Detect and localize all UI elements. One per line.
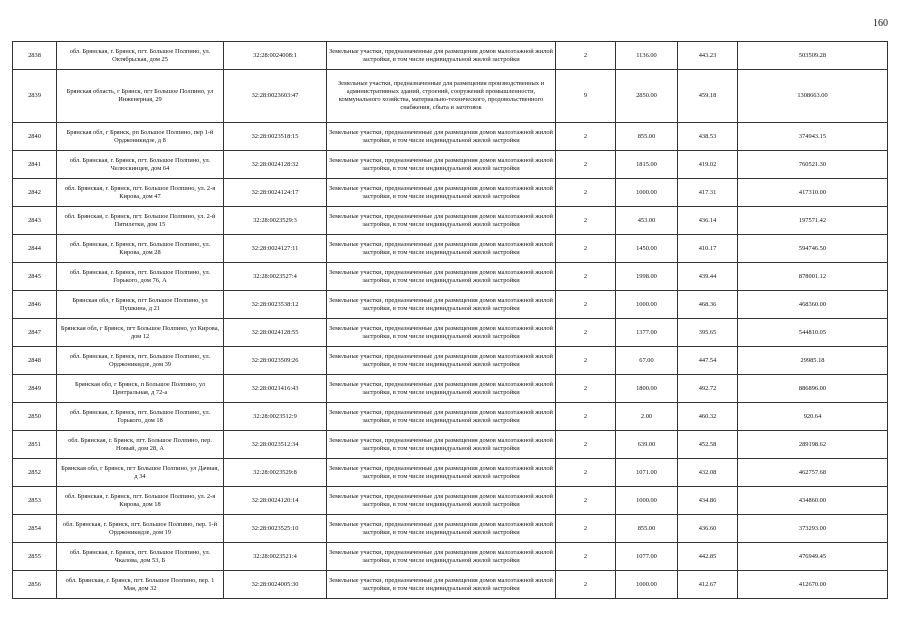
row-number-cell: 2843 [13, 207, 57, 235]
address-cell: Брянская обл, г Брянск, пгт Большое Полпино, ул Дачная, д 34 [57, 459, 224, 487]
area-cell: 1077.00 [616, 543, 678, 571]
cadastral-number-cell: 32:28:0021416:43 [224, 375, 327, 403]
address-cell: Брянская обл, г Брянск, пгт Большое Полпино, ул Кирова, дом 12 [57, 319, 224, 347]
table-row [13, 403, 888, 431]
address-cell: обл. Брянская, г. Брянск, пгт. Большое Полпино, ул. Горького, дом 18 [57, 403, 224, 431]
use-group-cell: 2 [556, 403, 616, 431]
permitted-use-cell: Земельные участки, предназначенные для размещения домов малоэтажной жилой застройки, в том числе индивидуальной жилой застройки [327, 403, 556, 431]
address-cell: обл. Брянская, г. Брянск, пгт. Большое Полпино, ул. 2-я Кирова, дом 47 [57, 179, 224, 207]
specific-value-cell: 432.08 [678, 459, 738, 487]
permitted-use-cell: Земельные участки, предназначенные для размещения домов малоэтажной жилой застройки, в том числе индивидуальной жилой застройки [327, 151, 556, 179]
use-group-cell: 2 [556, 515, 616, 543]
area-cell: 1815.00 [616, 151, 678, 179]
permitted-use-cell: Земельные участки, предназначенные для размещения домов малоэтажной жилой застройки, в том числе индивидуальной жилой застройки [327, 123, 556, 151]
cadastral-number-cell: 32:28:0023529:3 [224, 207, 327, 235]
table-row [13, 487, 888, 515]
table-row [13, 179, 888, 207]
cadastral-value-cell: 594746.50 [738, 235, 888, 263]
use-group-cell: 9 [556, 70, 616, 123]
cadastral-number-cell: 32:28:0023603:47 [224, 70, 327, 123]
cadastral-value-cell: 503509.28 [738, 42, 888, 70]
table-row [13, 123, 888, 151]
cadastral-number-cell: 32:28:0024127:11 [224, 235, 327, 263]
row-number-cell: 2856 [13, 571, 57, 599]
cadastral-value-cell: 760521.30 [738, 151, 888, 179]
permitted-use-cell: Земельные участки, предназначенные для размещения домов малоэтажной жилой застройки, в том числе индивидуальной жилой застройки [327, 571, 556, 599]
specific-value-cell: 442.85 [678, 543, 738, 571]
cadastral-value-cell: 289198.62 [738, 431, 888, 459]
use-group-cell: 2 [556, 459, 616, 487]
cadastral-number-cell: 32:28:0024124:17 [224, 179, 327, 207]
cadastral-number-cell: 32:28:0023518:15 [224, 123, 327, 151]
address-cell: Брянская область, г Брянск, пгт Большое Полпино, ул Инженерная, 29 [57, 70, 224, 123]
table-row [13, 459, 888, 487]
row-number-cell: 2855 [13, 543, 57, 571]
row-number-cell: 2854 [13, 515, 57, 543]
row-number-cell: 2846 [13, 291, 57, 319]
use-group-cell: 2 [556, 207, 616, 235]
registry-body [13, 42, 888, 599]
cadastral-value-cell: 434860.00 [738, 487, 888, 515]
area-cell: 639.00 [616, 431, 678, 459]
row-number-cell: 2847 [13, 319, 57, 347]
row-number-cell: 2839 [13, 70, 57, 123]
use-group-cell: 2 [556, 42, 616, 70]
cadastral-number-cell: 32:28:0023529:8 [224, 459, 327, 487]
cadastral-number-cell: 32:28:0023512:9 [224, 403, 327, 431]
specific-value-cell: 434.86 [678, 487, 738, 515]
use-group-cell: 2 [556, 235, 616, 263]
address-cell: обл. Брянская, г. Брянск, пгт. Большое Полпино, ул. Челюскинцев, дом 64 [57, 151, 224, 179]
cadastral-number-cell: 32:28:0023509:26 [224, 347, 327, 375]
specific-value-cell: 468.36 [678, 291, 738, 319]
table-row [13, 319, 888, 347]
page-number: 160 [873, 18, 888, 29]
specific-value-cell: 395.65 [678, 319, 738, 347]
table-row [13, 42, 888, 70]
row-number-cell: 2853 [13, 487, 57, 515]
table-row [13, 151, 888, 179]
address-cell: обл. Брянская, г. Брянск, пгт. Большое Полпино, ул. Горького, дом 76, А [57, 263, 224, 291]
row-number-cell: 2842 [13, 179, 57, 207]
cadastral-number-cell: 32:28:0023525:10 [224, 515, 327, 543]
area-cell: 1000.00 [616, 179, 678, 207]
specific-value-cell: 460.32 [678, 403, 738, 431]
specific-value-cell: 439.44 [678, 263, 738, 291]
address-cell: Брянская обл, г Брянск, пгт Большое Полпино, ул Пушкина, д 21 [57, 291, 224, 319]
specific-value-cell: 459.18 [678, 70, 738, 123]
use-group-cell: 2 [556, 375, 616, 403]
cadastral-value-cell: 417310.00 [738, 179, 888, 207]
area-cell: 1000.00 [616, 571, 678, 599]
table-row [13, 431, 888, 459]
address-cell: обл. Брянская, г. Брянск, пгт. Большое Полпино, ул. 2-й Пятилетки, дом 15 [57, 207, 224, 235]
cadastral-value-cell: 886896.00 [738, 375, 888, 403]
use-group-cell: 2 [556, 151, 616, 179]
table-row [13, 235, 888, 263]
area-cell: 67.00 [616, 347, 678, 375]
table-row [13, 515, 888, 543]
address-cell: Брянская обл, г Брянск, рп Большое Полпино, пер 1-й Орджоникидзе, д 8 [57, 123, 224, 151]
area-cell: 855.00 [616, 515, 678, 543]
specific-value-cell: 419.02 [678, 151, 738, 179]
address-cell: обл. Брянская, г. Брянск, пгт. Большое Полпино, пер. Новый, дом 28, А [57, 431, 224, 459]
table-row [13, 347, 888, 375]
permitted-use-cell: Земельные участки, предназначенные для размещения домов малоэтажной жилой застройки, в том числе индивидуальной жилой застройки [327, 543, 556, 571]
table-row [13, 291, 888, 319]
row-number-cell: 2852 [13, 459, 57, 487]
specific-value-cell: 412.67 [678, 571, 738, 599]
use-group-cell: 2 [556, 431, 616, 459]
cadastral-value-cell: 468360.00 [738, 291, 888, 319]
cadastral-number-cell: 32:28:0024128:32 [224, 151, 327, 179]
cadastral-value-cell: 462757.68 [738, 459, 888, 487]
permitted-use-cell: Земельные участки, предназначенные для размещения домов малоэтажной жилой застройки, в том числе индивидуальной жилой застройки [327, 42, 556, 70]
specific-value-cell: 438.53 [678, 123, 738, 151]
specific-value-cell: 443.23 [678, 42, 738, 70]
area-cell: 2.00 [616, 403, 678, 431]
row-number-cell: 2844 [13, 235, 57, 263]
permitted-use-cell: Земельные участки, предназначенные для размещения домов малоэтажной жилой застройки, в том числе индивидуальной жилой застройки [327, 235, 556, 263]
specific-value-cell: 436.60 [678, 515, 738, 543]
table-row [13, 207, 888, 235]
cadastral-value-cell: 29985.18 [738, 347, 888, 375]
row-number-cell: 2838 [13, 42, 57, 70]
cadastral-number-cell: 32:28:0024120:14 [224, 487, 327, 515]
area-cell: 1377.00 [616, 319, 678, 347]
row-number-cell: 2845 [13, 263, 57, 291]
use-group-cell: 2 [556, 123, 616, 151]
specific-value-cell: 492.72 [678, 375, 738, 403]
use-group-cell: 2 [556, 291, 616, 319]
permitted-use-cell: Земельные участки, предназначенные для размещения домов малоэтажной жилой застройки, в том числе индивидуальной жилой застройки [327, 319, 556, 347]
use-group-cell: 2 [556, 347, 616, 375]
cadastral-value-cell: 1308663.00 [738, 70, 888, 123]
area-cell: 1000.00 [616, 487, 678, 515]
permitted-use-cell: Земельные участки, предназначенные для размещения домов малоэтажной жилой застройки, в том числе индивидуальной жилой застройки [327, 263, 556, 291]
table-row [13, 263, 888, 291]
table-row [13, 543, 888, 571]
specific-value-cell: 436.14 [678, 207, 738, 235]
cadastral-value-cell: 412670.00 [738, 571, 888, 599]
specific-value-cell: 447.54 [678, 347, 738, 375]
use-group-cell: 2 [556, 543, 616, 571]
address-cell: обл. Брянская, г. Брянск, пгт. Большое Полпино, пер. 1 Мая, дом 32 [57, 571, 224, 599]
permitted-use-cell: Земельные участки, предназначенные для размещения домов малоэтажной жилой застройки, в том числе индивидуальной жилой застройки [327, 291, 556, 319]
cadastral-value-cell: 544810.05 [738, 319, 888, 347]
area-cell: 1998.00 [616, 263, 678, 291]
specific-value-cell: 452.58 [678, 431, 738, 459]
address-cell: Брянская обл, г Брянск, п Большое Полпино, ул Центральная, д 72-а [57, 375, 224, 403]
table-row [13, 70, 888, 123]
row-number-cell: 2849 [13, 375, 57, 403]
area-cell: 1800.00 [616, 375, 678, 403]
cadastral-number-cell: 32:28:0024128:55 [224, 319, 327, 347]
row-number-cell: 2851 [13, 431, 57, 459]
row-number-cell: 2841 [13, 151, 57, 179]
address-cell: обл. Брянская, г. Брянск, пгт. Большое Полпино, ул. 2-я Кирова, дом 18 [57, 487, 224, 515]
permitted-use-cell: Земельные участки, предназначенные для размещения домов малоэтажной жилой застройки, в том числе индивидуальной жилой застройки [327, 179, 556, 207]
use-group-cell: 2 [556, 319, 616, 347]
address-cell: обл. Брянская, г. Брянск, пгт. Большое Полпино, ул. Октябрьская, дом 25 [57, 42, 224, 70]
use-group-cell: 2 [556, 263, 616, 291]
cadastral-value-cell: 373293.00 [738, 515, 888, 543]
area-cell: 1000.00 [616, 291, 678, 319]
cadastral-number-cell: 32:28:0023538:12 [224, 291, 327, 319]
area-cell: 855.00 [616, 123, 678, 151]
permitted-use-cell: Земельные участки, предназначенные для размещения домов малоэтажной жилой застройки, в том числе индивидуальной жилой застройки [327, 347, 556, 375]
use-group-cell: 2 [556, 487, 616, 515]
address-cell: обл. Брянская, г. Брянск, пгт. Большое Полпино, ул. Орджоникидзе, дом 39 [57, 347, 224, 375]
permitted-use-cell: Земельные участки, предназначенные для размещения домов малоэтажной жилой застройки, в том числе индивидуальной жилой застройки [327, 375, 556, 403]
cadastral-value-cell: 878001.12 [738, 263, 888, 291]
cadastral-number-cell: 32:28:0023527:4 [224, 263, 327, 291]
cadastral-value-cell: 920.64 [738, 403, 888, 431]
cadastral-value-cell: 476949.45 [738, 543, 888, 571]
permitted-use-cell: Земельные участки, предназначенные для размещения домов малоэтажной жилой застройки, в том числе индивидуальной жилой застройки [327, 515, 556, 543]
table-row [13, 375, 888, 403]
cadastral-number-cell: 32:28:0024008:1 [224, 42, 327, 70]
area-cell: 1450.00 [616, 235, 678, 263]
specific-value-cell: 417.31 [678, 179, 738, 207]
address-cell: обл. Брянская, г. Брянск, пгт. Большое Полпино, ул. Кирова, дом 28 [57, 235, 224, 263]
area-cell: 1136.00 [616, 42, 678, 70]
address-cell: обл. Брянская, г. Брянск, пгт. Большое Полпино, ул. Чкалова, дом 53, Б [57, 543, 224, 571]
permitted-use-cell: Земельные участки, предназначенные для размещения производственных и административных зданий, строений, сооружений промышленности, коммунального хозяйства, материально-технического, продовольственного снабжения, сбыта и заготовок [327, 70, 556, 123]
area-cell: 2850.00 [616, 70, 678, 123]
cadastral-number-cell: 32:28:0023512:34 [224, 431, 327, 459]
permitted-use-cell: Земельные участки, предназначенные для размещения домов малоэтажной жилой застройки, в том числе индивидуальной жилой застройки [327, 459, 556, 487]
permitted-use-cell: Земельные участки, предназначенные для размещения домов малоэтажной жилой застройки, в том числе индивидуальной жилой застройки [327, 207, 556, 235]
cadastral-number-cell: 32:28:0023521:4 [224, 543, 327, 571]
permitted-use-cell: Земельные участки, предназначенные для размещения домов малоэтажной жилой застройки, в том числе индивидуальной жилой застройки [327, 431, 556, 459]
row-number-cell: 2848 [13, 347, 57, 375]
row-number-cell: 2850 [13, 403, 57, 431]
address-cell: обл. Брянская, г. Брянск, пгт. Большое Полпино, пер. 1-й Орджоникидзе, дом 19 [57, 515, 224, 543]
cadastral-value-cell: 374943.15 [738, 123, 888, 151]
cadastral-number-cell: 32:28:0024005:30 [224, 571, 327, 599]
area-cell: 453.00 [616, 207, 678, 235]
permitted-use-cell: Земельные участки, предназначенные для размещения домов малоэтажной жилой застройки, в том числе индивидуальной жилой застройки [327, 487, 556, 515]
row-number-cell: 2840 [13, 123, 57, 151]
use-group-cell: 2 [556, 571, 616, 599]
area-cell: 1071.00 [616, 459, 678, 487]
cadastral-value-cell: 197571.42 [738, 207, 888, 235]
table-row [13, 571, 888, 599]
specific-value-cell: 410.17 [678, 235, 738, 263]
use-group-cell: 2 [556, 179, 616, 207]
land-plot-registry-table [12, 41, 888, 599]
